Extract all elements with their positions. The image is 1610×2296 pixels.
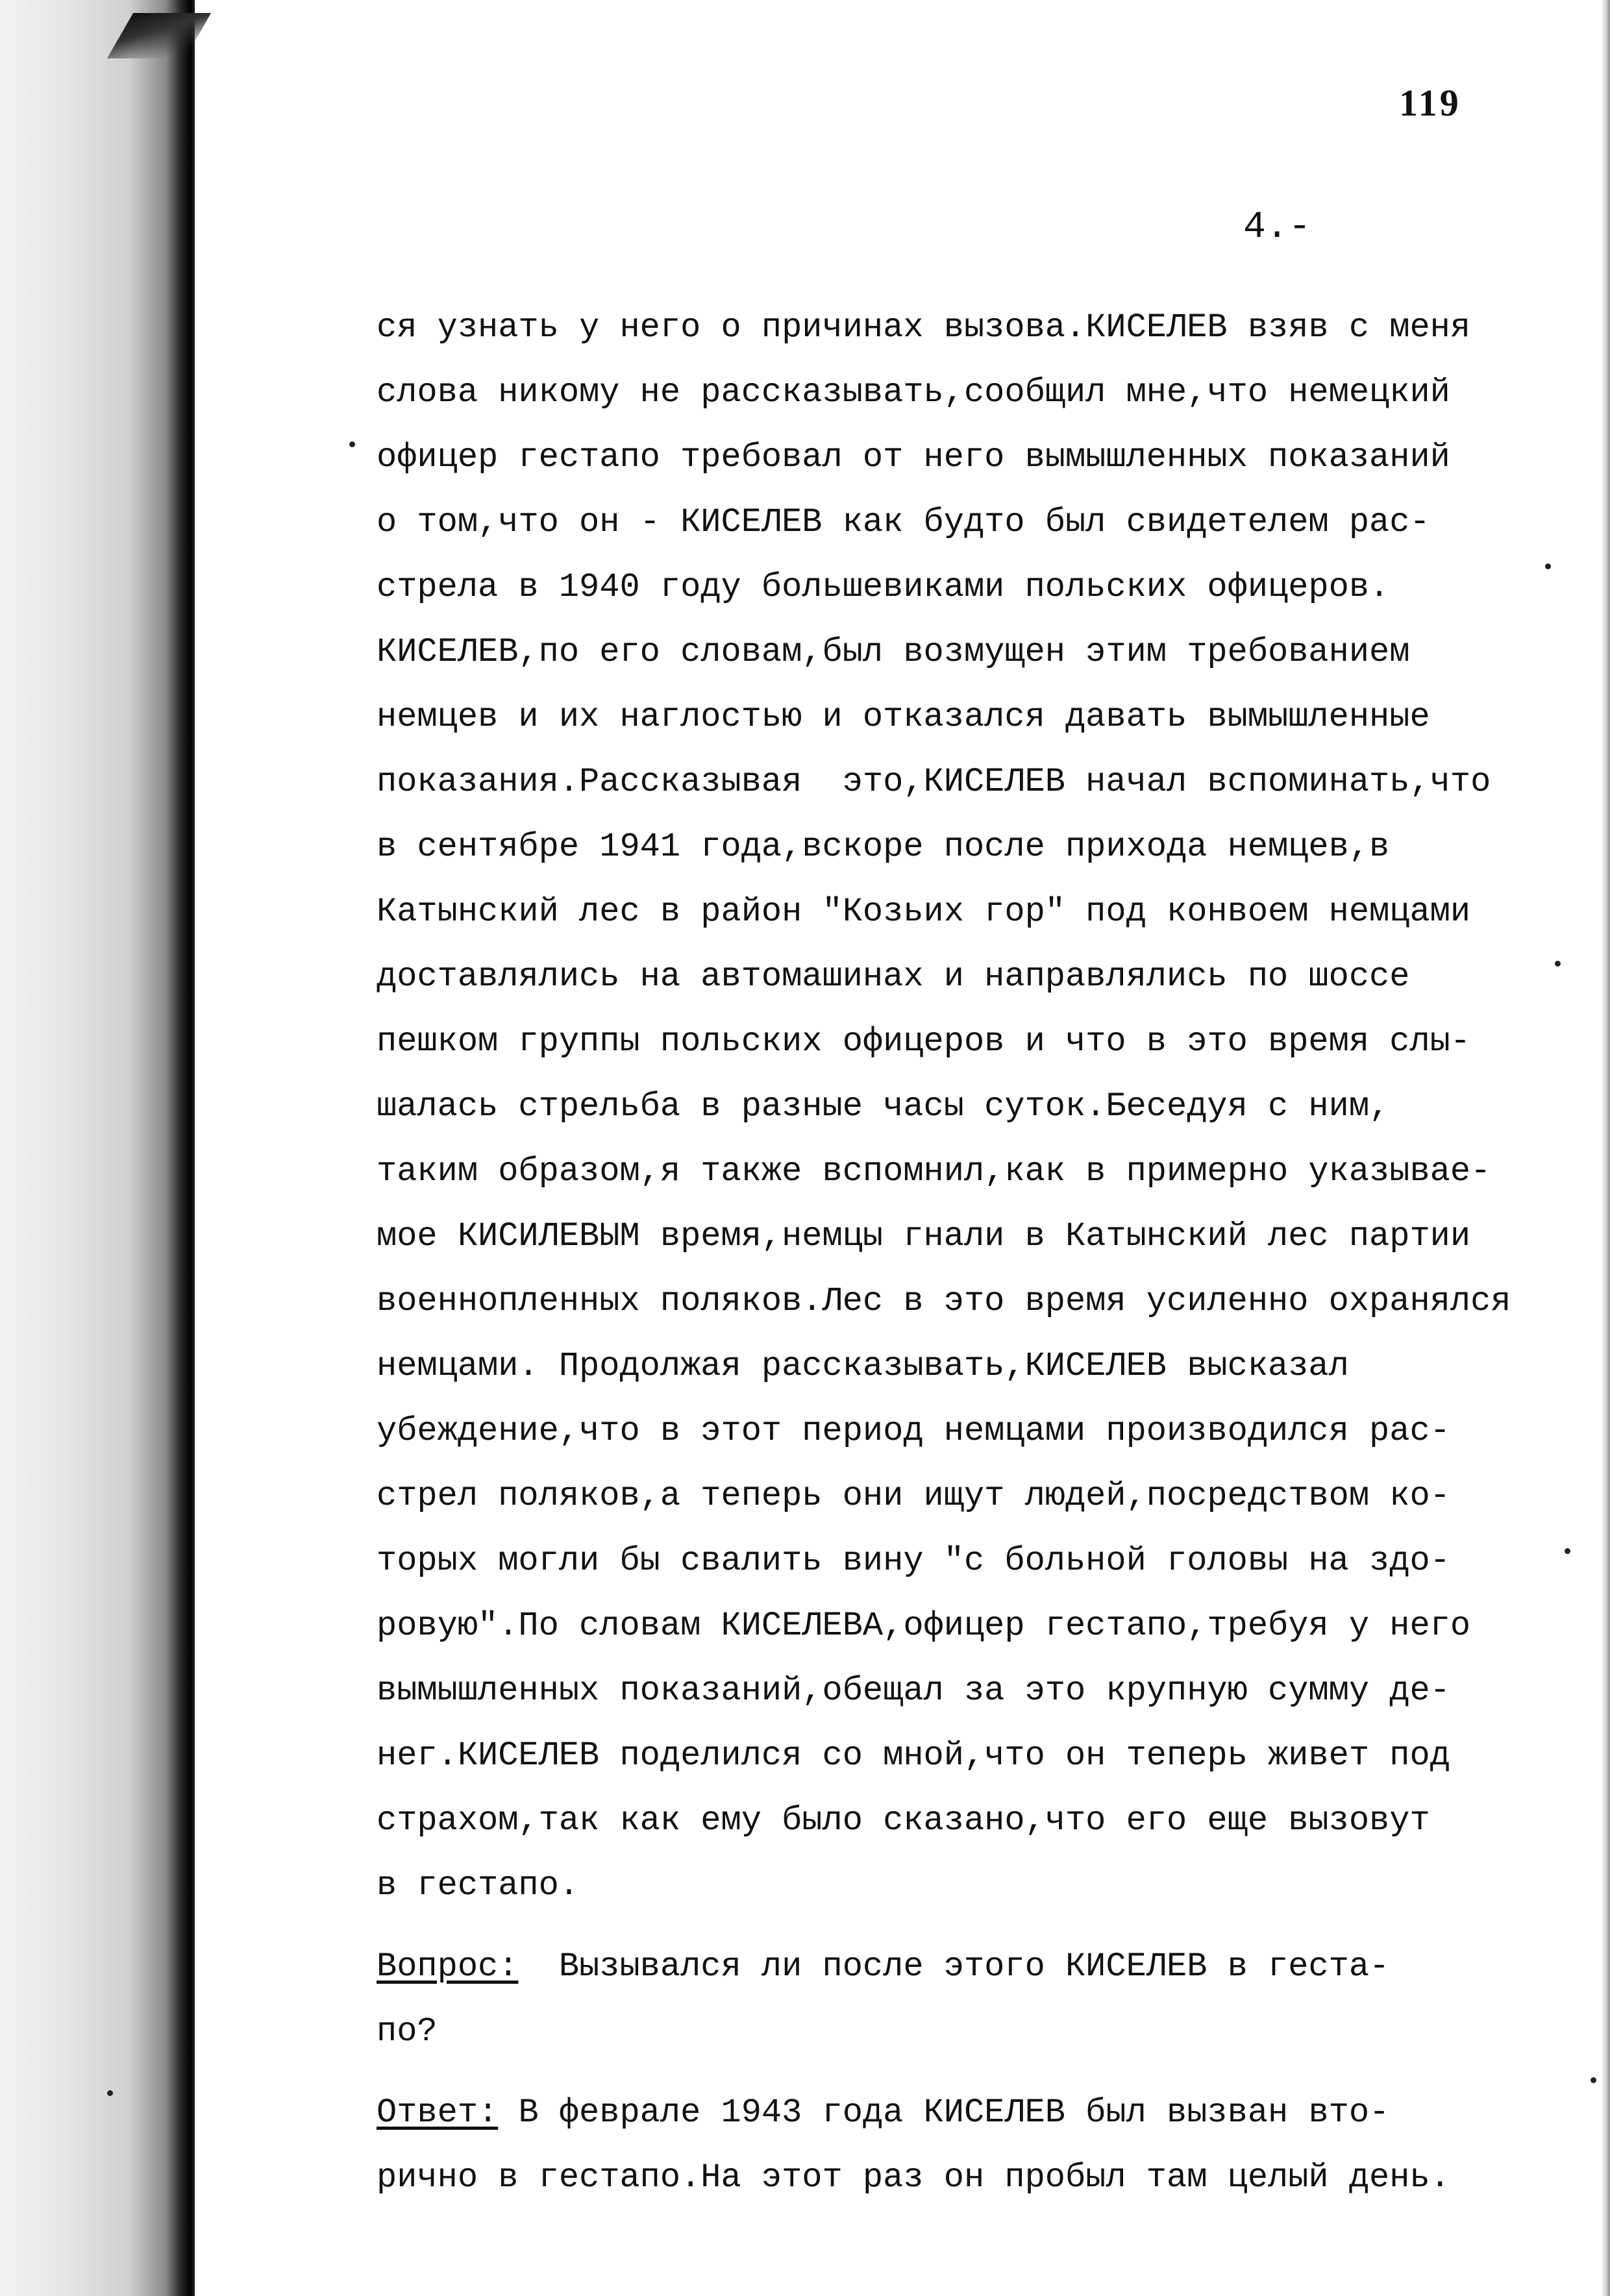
text-line: немцами. Продолжая рассказывать,КИСЕЛЕВ высказал [377, 1347, 1349, 1385]
text-line: КИСЕЛЕВ,по его словам,был возмущен этим требованием [377, 633, 1410, 671]
text-line: стрел поляков,а теперь они ищут людей,посредством ко- [377, 1477, 1450, 1515]
text-line: нег.КИСЕЛЕВ поделился со мной,что он теперь живет под [377, 1736, 1450, 1775]
text-line: военнопленных поляков.Лес в это время усиленно охранялся [377, 1282, 1511, 1320]
page-number: 119 [1399, 82, 1461, 124]
text-line: Катынский лес в район "Козьих гор" под конвоем немцами [377, 893, 1471, 931]
text-line: в гестапо. [377, 1866, 580, 1905]
text-line: мое КИСИЛЕВЫМ время,немцы гнали в Катынский лес партии [377, 1217, 1471, 1255]
text-line: торых могли бы свалить вину "с больной головы на здо- [377, 1542, 1450, 1580]
sheet-number: 4.- [1243, 206, 1311, 249]
text-line: таким образом,я также вспомнил,как в примерно указывае- [377, 1152, 1491, 1191]
text-line: доставлялись на автомашинах и направлялись по шоссе [377, 957, 1410, 996]
scan-speck [107, 2090, 113, 2096]
text-line: в сентябре 1941 года,вскоре после прихода немцев,в [377, 828, 1390, 866]
text-line: страхом,так как ему было сказано,что его еще вызовут [377, 1801, 1430, 1840]
scan-speck [1565, 1548, 1570, 1554]
text-line: слова никому не рассказывать,сообщил мне,что немецкий [377, 373, 1450, 412]
text-line: показания.Рассказывая это,КИСЕЛЕВ начал вспоминать,что [377, 763, 1491, 801]
text-line: ровую".По словам КИСЕЛЕВА,офицер гестапо,требуя у него [377, 1607, 1471, 1645]
text-line: немцев и их наглостью и отказался давать вымышленные [377, 698, 1430, 736]
question-line [377, 1934, 1584, 1999]
typed-text-body [377, 295, 1584, 2210]
scan-speck [1555, 961, 1561, 967]
page-edge [1601, 0, 1610, 2296]
scan-speck [1591, 2077, 1596, 2083]
scan-speck [349, 441, 355, 447]
answer-continuation: рично в гестапо.На этот раз он пробыл там целый день. [377, 2158, 1450, 2197]
scan-speck [1545, 563, 1551, 569]
text-line: шалась стрельба в разные часы суток.Беседуя с ним, [377, 1087, 1390, 1126]
question-continuation: по? [377, 2012, 438, 2051]
binding-edge [0, 0, 195, 2296]
answer-line [377, 2080, 1584, 2145]
answer-label: Ответ: [377, 2093, 499, 2132]
question-label: Вопрос: [377, 1947, 519, 1986]
text-line: ся узнать у него о причинах вызова.КИСЕЛЕВ взяв с меня [377, 308, 1471, 347]
text-line: пешком группы польских офицеров и что в это время слы- [377, 1022, 1471, 1061]
answer-text: В феврале 1943 года КИСЕЛЕВ был вызван вто- [498, 2093, 1390, 2132]
text-line: офицер гестапо требовал от него вымышленных показаний [377, 438, 1450, 476]
text-line: стрела в 1940 году большевиками польских офицеров. [377, 568, 1390, 606]
question-text: Вызывался ли после этого КИСЕЛЕВ в геста- [518, 1947, 1390, 1986]
text-line: о том,что он - КИСЕЛЕВ как будто был свидетелем рас- [377, 503, 1430, 541]
text-line: убеждение,что в этот период немцами производился рас- [377, 1412, 1450, 1450]
text-line: вымышленных показаний,обещал за это крупную сумму де- [377, 1672, 1450, 1710]
